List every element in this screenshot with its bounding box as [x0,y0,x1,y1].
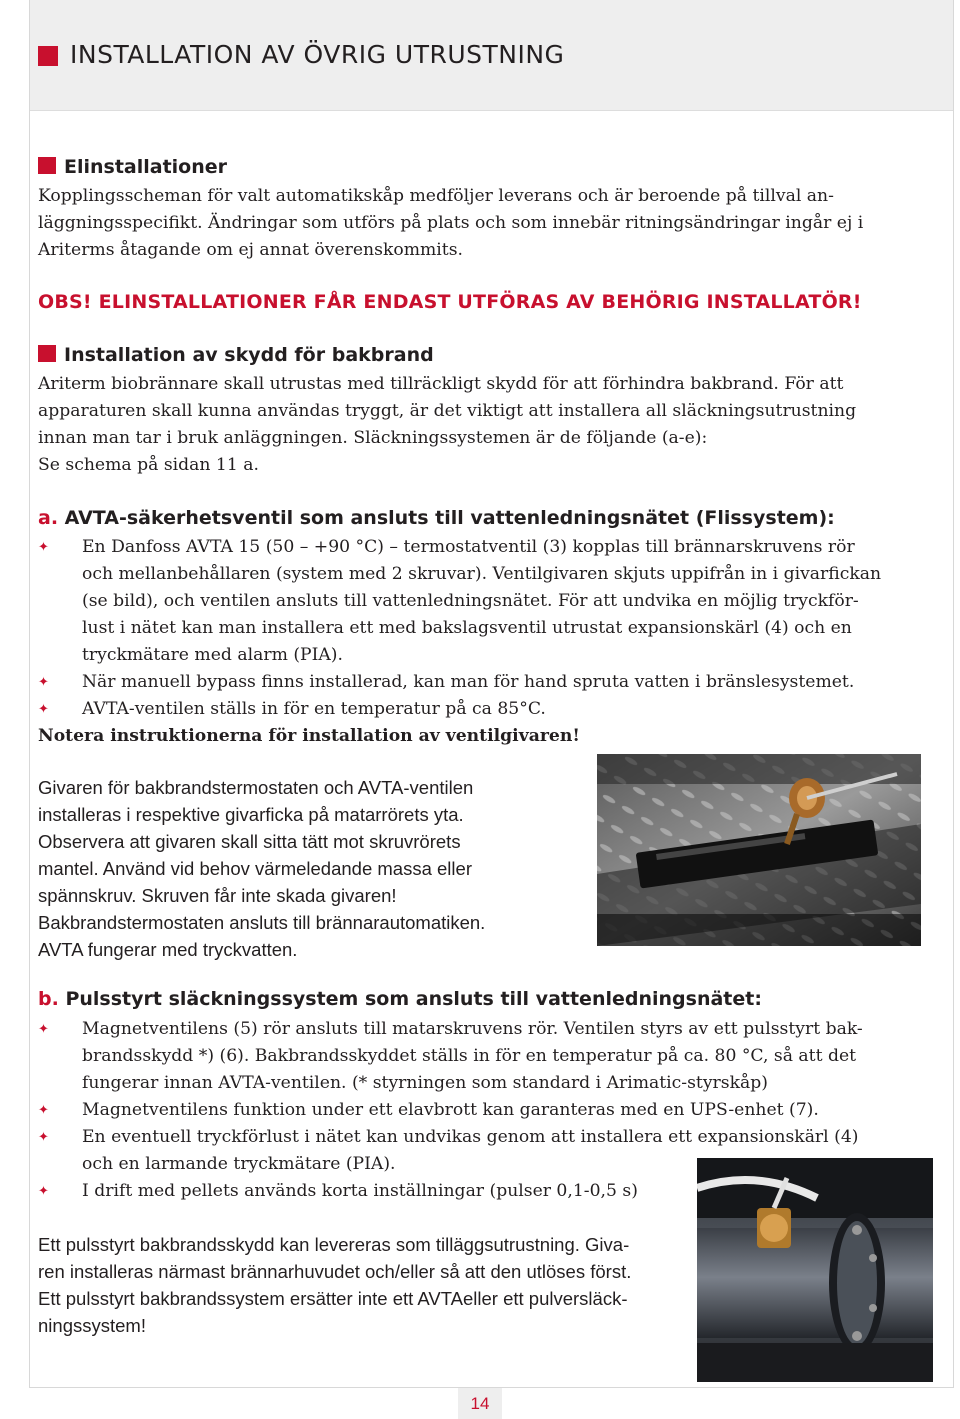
heading-square-marker [38,345,56,362]
page-number: 14 [458,1388,502,1419]
bullet-icon: ✦ [38,1103,49,1118]
text-line: Ariterm biobrännare skall utrustas med tillräckligt skydd för att förhindra bakbrand. För att [38,374,844,394]
bullet-icon: ✦ [38,675,49,690]
text-line: Se schema på sidan 11 a. [38,455,259,475]
header-square-marker [38,46,58,66]
text-line: Kopplingsscheman för valt automatikskåp medföljer leverans och är beroende på tillval an- [38,186,834,206]
photo-magnet-valve [697,1158,933,1382]
text-line: Ariterms åtagande om ej annat överenskommits. [38,240,463,260]
ventilgivare-note: Notera instruktionerna för installation av ventilgivaren! [38,726,580,746]
bullet-icon: ✦ [38,1184,49,1199]
page-title: INSTALLATION AV ÖVRIG UTRUSTNING [70,40,565,69]
list-item: ✦ När manuell bypass finns installerad, kan man för hand spruta vatten i bränslesystemet. [38,669,918,696]
list-item: ✦ AVTA-ventilen ställs in för en temperatur på ca 85°C. [38,696,918,723]
section-b-caption: Ett pulsstyrt bakbrandsskydd kan levereras som tilläggsutrustning. Giva- ren installeras närmast brännarhuvudet och/eller så att den utlöses först. Ett pulsstyrt bakbrandssystem ersätter inte ett AVTAeller ett pulversläck- ningssystem! [38,1234,632,1336]
heading-square-marker [38,157,56,174]
text-line: innan man tar i bruk anläggningen. Släckningssystemen är de följande (a-e): [38,428,708,448]
list-item: ✦ En Danfoss AVTA 15 (50 – +90 °C) – termostatventil (3) kopplas till brännarskruvens rör och mellanbehållaren (system med 2 skruvar). Ventilgivaren skjuts uppifrån in i givarfickan (se bild), och ventilen ansluts till vattenledningsnätet. För att undvika en möjlig tryckför- lust i nätet kan man installera ett med bakslagsventil utrustat expansionskärl (4) och en tryckmätare med alarm (PIA). [38,534,918,669]
photo-valve-svg [697,1158,933,1382]
list-item: ✦ I drift med pellets används korta inställningar (pulser 0,1-0,5 s) [38,1178,918,1205]
elinstallationer-body [38,183,918,264]
section-a-heading: a. AVTA-säkerhetsventil som ansluts till vattenledningsnätet (Flissystem): [38,507,835,529]
section-b-heading: b. Pulsstyrt släckningssystem som ansluts till vattenledningsnätet: [38,988,762,1010]
section-a-list [38,534,918,723]
elinstallationer-heading: Elinstallationer [38,156,227,178]
bullet-icon: ✦ [38,1022,49,1037]
obs-warning: OBS! ELINSTALLATIONER FÅR ENDAST UTFÖRAS AV BEHÖRIG INSTALLATÖR! [38,291,862,313]
text-line: apparaturen skall kunna användas tryggt, är det viktigt att installera all släckningsutrustning [38,401,857,421]
photo-sensor-svg [597,754,921,946]
bullet-icon: ✦ [38,1130,49,1145]
text-line: läggningsspecifikt. Ändringar som utförs på plats och som innebär ritningsändringar ingår ej i [38,213,864,233]
photo-sensor-on-pipe [597,754,921,946]
list-item: ✦ Magnetventilens funktion under ett elavbrott kan garanteras med en UPS-enhet (7). [38,1097,918,1124]
bakbrand-heading: Installation av skydd för bakbrand [38,344,434,366]
bullet-icon: ✦ [38,540,49,555]
list-item: ✦ En eventuell tryckförlust i nätet kan undvikas genom att installera ett expansionskärl (4) och en larmande tryckmätare (PIA). [38,1124,918,1178]
bakbrand-body [38,371,918,479]
section-a-caption: Givaren för bakbrandstermostaten och AVTA-ventilen installeras i respektive givarficka på matarrörets yta. Observera att givaren skall sitta tätt mot skruvrörets mantel. Använd vid behov värmeledande massa eller spännskruv. Skruven får inte skada givaren! Bakbrandstermostaten ansluts till brännarautomatiken. AVTA fungerar med tryckvatten. [38,777,486,960]
bullet-icon: ✦ [38,702,49,717]
page-header [30,0,953,111]
list-item: ✦ Magnetventilens (5) rör ansluts till matarskruvens rör. Ventilen styrs av ett pulsstyrt bak- brandsskydd *) (6). Bakbrandsskyddet ställs in för en temperatur på ca. 80 °C, så att det fungerar innan AVTA-ventilen. (* styrningen som standard i Arimatic-styrskåp) [38,1016,918,1097]
